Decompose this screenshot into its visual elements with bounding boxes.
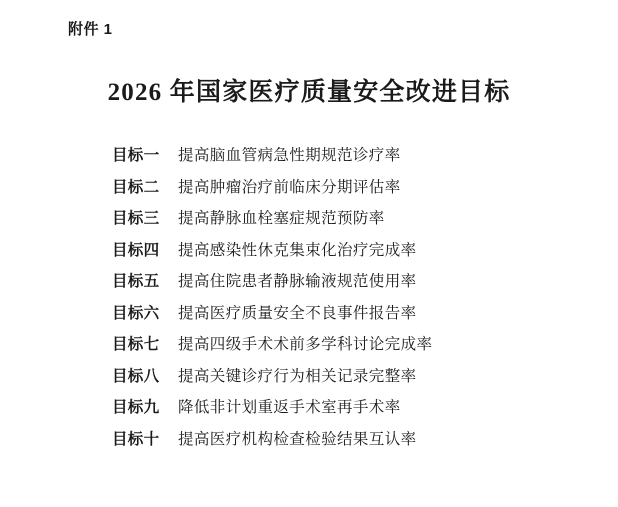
goal-text: 提高四级手术术前多学科讨论完成率	[178, 336, 433, 353]
goal-index: 目标一	[112, 147, 160, 164]
goal-text: 提高脑血管病急性期规范诊疗率	[178, 147, 401, 164]
goal-text: 提高医疗质量安全不良事件报告率	[178, 304, 417, 322]
goal-index: 目标五	[112, 273, 160, 290]
goal-index: 目标八	[112, 367, 160, 385]
list-item	[112, 304, 532, 323]
goal-index: 目标四	[112, 241, 160, 259]
list-item	[112, 241, 532, 260]
goal-index: 目标十	[112, 430, 160, 448]
goal-index: 目标二	[112, 178, 160, 196]
page-title: 2026 年国家医疗质量安全改进目标	[107, 79, 511, 106]
list-item	[112, 272, 532, 291]
goal-text: 提高肿瘤治疗前临床分期评估率	[178, 178, 401, 196]
goal-text: 提高关键诊疗行为相关记录完整率	[178, 367, 417, 385]
list-item	[112, 146, 532, 165]
list-item	[112, 178, 532, 197]
goal-index: 目标七	[112, 336, 160, 353]
list-item	[112, 335, 532, 354]
list-item	[112, 398, 532, 417]
goal-text: 提高感染性休克集束化治疗完成率	[178, 241, 417, 259]
attachment-label: 附件 1	[68, 21, 113, 38]
goal-list	[112, 146, 532, 461]
goal-text: 提高医疗机构检查检验结果互认率	[178, 430, 417, 448]
goal-text: 提高静脉血栓塞症规范预防率	[178, 210, 385, 227]
goal-index: 目标六	[112, 304, 160, 322]
list-item	[112, 367, 532, 386]
goal-text: 提高住院患者静脉输液规范使用率	[178, 273, 417, 290]
list-item	[112, 430, 532, 449]
goal-index: 目标三	[112, 210, 160, 227]
list-item	[112, 209, 532, 228]
goal-index: 目标九	[112, 399, 160, 416]
goal-text: 降低非计划重返手术室再手术率	[178, 399, 401, 416]
